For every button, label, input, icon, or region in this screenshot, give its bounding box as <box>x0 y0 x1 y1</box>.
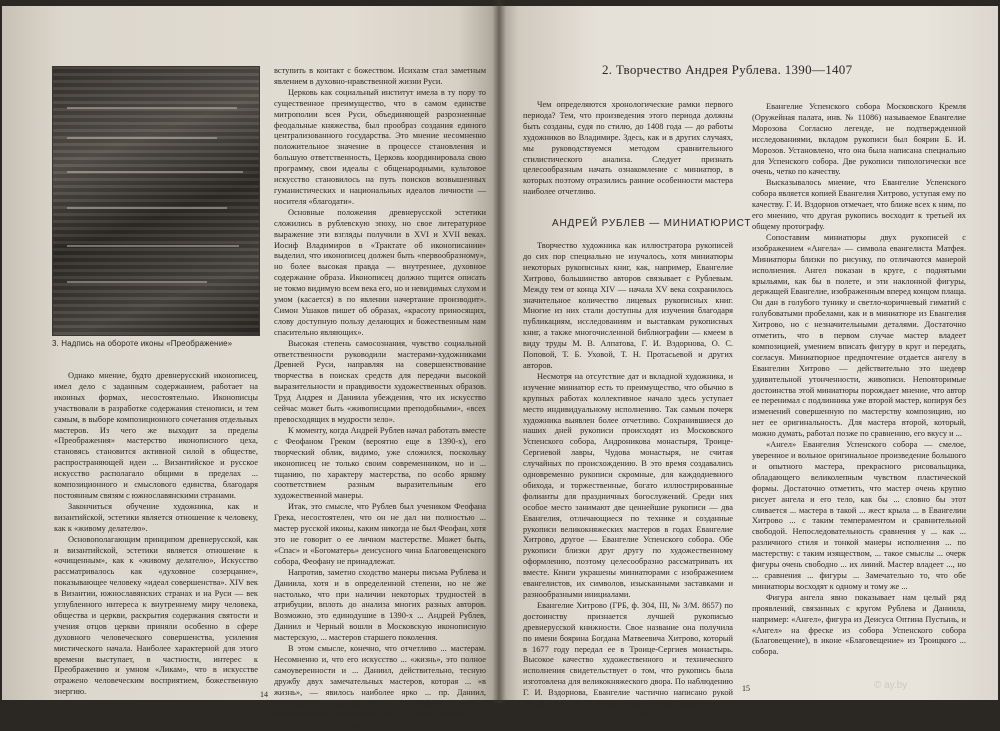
right-column-2 <box>752 102 966 682</box>
page-number: 14 <box>260 690 268 699</box>
paragraph: Евангелие Успенского собора Московского Кремля (Оружейная палата, инв. № 11086) называемое Евангелие Морозова Согласно легенде, не подтвержденной исследованиями, вкладом рукописи был боярин Б. И. Морозов. Установлено, что она была написана специально для Успенского собора. Две рукописи типологически все очень, четко по качеству. <box>752 102 966 177</box>
inscription-line <box>67 171 243 173</box>
left-column-1 <box>54 371 258 697</box>
paragraph: Евангелие Хитрово (ГРБ, ф. 304, III, № 3/М. 8657) по достоинству признается лучшей рукописью древнерусской книжности. Свое название она получила по имени боярина Богдана Матвеевича Хитрово, который в 1677 году передал ее в Троице-Сергиев монастырь. Высокое качество художественного и технического исполнения свидетельствует о том, что рукопись была изготовлена для великокняжеского двора. По наблюдению Г. И. Вздорнова, Евангелие частично написано рукой писца Киевской Псалтири грамотейкиня Спиридона, что позволяет датировать ее концом XIV — началом XV века. <box>523 600 733 719</box>
paragraph: Творчество художника как иллюстратора рукописей до сих пор специально не изучалось, хотя миниатюры некоторых рукописных книг, как, например, Евангелие Хитрово, большинство авторов связывает с Рублевым. Между тем от конца XIV — начала XV века сохранилось значительное количество лицевых рукописных книг. Многие из них стали доступны для изучения благодаря публикациям, исследованиям и выставкам рукописных книг, а также многочисленной библиографии — кмеем в виду труды М. В. Алпатова, Г. И. Вздорнова, О. С. Поповой, Т. Б. Уховой, Т. Н. Протасьевой и других авторов. <box>523 241 733 370</box>
paragraph: Основополагающим принципом древнерусской, как и византийской, эстетики является отношение к «очищенным», как к «живому делателю», Искусство рассматривалось как «духовное созерцание», показывающее человеку «идеал совершенства». XIV век в Византии, южнославянских странах и на Руси — век углубленного интереса к внутреннему миру человека, общества и церкви, раскрытия содержания святости и учения отцов церкви приняли особенно в сфере духовного человеческого совершенства, усиления мистического начала. Наиболее характерной для этого времени выступает, в частности, интерес к Преображению и умном «Ликам», что в искусстве отражено человеческим восприятием, божественную энергию. <box>54 534 258 697</box>
inscription-line <box>67 137 217 139</box>
paragraph: вступить в контакт с божеством. Исихазм стал заметным явлением в духовно-нравственной жизни Руси. <box>274 66 486 86</box>
right-column-1 <box>523 241 733 719</box>
paragraph: «Ангел» Евангелия Успенского собора — смелое, уверенное и вольное оригинальное произведение большого и опытного мастера, прекрасного рисовальщика, обладающего великолепным чувством пластической формы. Достаточно отметить, что мастер очень крупно рисует ангела и его тело, как бы ... словно бы этот сливается ... мастера в такой ... жест крыла ... в Евангелии Хитрово ... с таким темпераментом и сравнительной свободой. Непоследовательность сравнения у ... как ... различного стиля и тонкой манеры исполнения ... по мастерству: с таким изяществом, ... такое смыслы ... очерк фигуры очень свободно ... их линий. Мастер владеет ..., но ... сравнения ... фигуры ... Замечательно то, что обе миниатюры восходят к одному и тому же ... <box>752 440 966 591</box>
icon-reverse-inscription-photo <box>52 66 260 336</box>
right-page <box>498 6 998 719</box>
inscription-line <box>67 281 207 283</box>
paragraph: В этом смысле, конечно, что отчетливо ... мастерам. Несомненно и, что его искусство ... «жизнь», это полное самоуверенности и ... Даниил, действительно, тесную дружбу двух замечательных мастеров, которая ... «в жизнь», — явилось наиболее ярко ... пр. Даниил, различные исполненные ими ... что более отчетливо прослеживается творческий рост ... Андрея Рублева и ... Даниила Черного, каждый в своей ... жанры вместе. <box>274 644 486 730</box>
page-number: 15 <box>742 684 750 693</box>
left-page <box>2 6 498 730</box>
figure-caption: 3. Надпись на обороте иконы «Преображение» <box>52 339 233 348</box>
paragraph: Напротив, заметно сходство манеры письма Рублева и Даниила, хотя и в определенной степени, но не же настолько, что при наличии некоторых трудностей в атрибуции, вплоть до анализа многих разных авторов. Возможно, это единодушие в 1390-х ... Андрей Рублев, Даниил и Черный вошли в Московскую иконописную мастерскую, ... мастеров старшего поколения. <box>274 567 486 643</box>
left-column-2 <box>274 66 487 730</box>
inscription-line <box>67 245 239 247</box>
section-title: АНДРЕЙ РУБЛЕВ — МИНИАТЮРИСТ <box>552 218 752 229</box>
paragraph: Закончиться обучение художника, как и византийской, эстетики является отношение к человеку, как к «живому делателю». <box>54 501 258 533</box>
paragraph: Чем определяются хронологические рамки первого периода? Тем, что произведения этого периода должны быть созданы, судя по стилю, до 1408 года — до работы художников во Владимире. Здесь, как и в других случаях, мы руководствуемся методом сравнительного стилистического анализа. Следует признать целесообразным начать ознакомление с миниатюр, в которых поэтому отразились ранние особенности мастера наиболее отчетливо. <box>523 100 733 197</box>
paragraph: Сопоставим миниатюры двух рукописей с изображением «Ангела» — символа евангелиста Матфея. Миниатюры близки по рисунку, по отличаются манерой исполнения. Ангел показан в круге, с поднятыми крыльями, как бы в полете, и эти наклонной фигуры, держащей Евангелие, изображенным вперед концом плаща. Он дан в голубого тунику и светло-коричневый гиматий с голубоватыми пробелами, как и в миниатюре из Евангелия Хитрово, но с незначительными деталями. Достаточно отметить, что в первом случае мастер владеет композицией, умением вписать фигуру в круг и передать, согласуя. Миниатюрное предпочтение отдается ангелу в Евангелии Хитрово — действительно это шедевр удивительной утонченности, живописи. Неповторимые достоинства этой миниатюры порождает мнение, что автор ее перенимал с подлинника уже второй мастер, копируя без изменений совершенную по мастерству композицию, но нет ее оригинальность. Для мастера второй, который, можно думать, работал позже по сравнению, его вкусу и ... <box>752 232 966 439</box>
watermark: © ay.by <box>874 680 908 691</box>
paragraph: Фигура ангела явно показывает нам целый ряд проявлений, связанных с кругом Рублева и Даниила, например: «Ангел», фигура из Деисуса Оптина Пустынь, и «Ангел» на фреске из собора Успенского собора (Благовещение), в иконе «Благовещение» из Троицкого ... собора. <box>752 592 966 657</box>
book-spine-shadow <box>492 0 506 703</box>
paragraph: Высокая степень самосознания, чувство социальной ответственности руководили мастерами-художниками Древней Руси, направляя на совершенствование творчества в поисках средств для передачи высокой выразительности и правдивости художественных образов. Труд Андрея и Даниила убеждения, что их искусство сейчас может быть «живописцами преподобными», «всех превосходящих в мудрости зело». <box>274 338 486 424</box>
right-intro <box>523 100 733 210</box>
paragraph: Несмотря на отсутствие дат и вкладной художника, и изучение миниатюр есть то преимущество, что обычно в крупных работах коллективное начало здесь уступает место индивидуальному исполнению. Так самым почерк художника выявлен более отчетливо. Сохранившиеся до наших дней рукописи происходят из Московского Успенского собора, Андроникова монастыря, Троице-Сергиевой лавры, Чудова монастыря, не считая случайных по происхождению. В это время создавались одновременно рукописи скромные, для каждодневного обихода, и торжественные, богато иллюстрированные фолианты для праздничных богослужений. Среди них особое место занимают две ценнейшие рукописи — два Евангелия, отличающиеся по технике и созданные рукописи великокняжеских мастеров в годах Евангелие Хитрово, другое — Евангелие Успенского собора. Обе рукописи близки друг другу по художественному оформлению, поэтому целесообразно рассматривать их вместе. Книги украшены миниатюрами с изображением евангелистов, их символов, изысканными заставками и разнообразными инициалами. <box>523 371 733 599</box>
paragraph: Высказывалось мнение, что Евангелие Успенского собора является копией Евангелия Хитрово, уступая ему по качеству. Г. И. Вздорнов отмечает, что ближе всех к ним, по его мнению, что другая рукопись восходит к третьей их общему протографу. <box>752 178 966 231</box>
paragraph: Однако мнение, будто древнерусский иконописец, имел дело с заданным содержанием, работает на иконных формах, несостоятельно. Иконописцы участвовали в разработке содержания стенописи, и тем самым, в выборе композиционного сочетания отдельных мастеров. Из чего же выходит за пределы «Преображения» мастерство иконописного цеха, становясь становится активной силой в обществе, распространяющей идеи ... Византийское и русское искусство располагало общими в пределах ... композиционного и смыслового единства, благодаря постоянным связям с южнославянскими странами. <box>54 371 258 500</box>
inscription-line <box>67 107 237 109</box>
inscription-line <box>67 207 227 209</box>
paragraph: Итак, это смысле, что Рублев был учеником Феофана Грека, несостоятелен, что он не дал ни полностью ... мастер русской иконы, каким никогда не был Феофан, хотя это не говорит о ее личном мастерстве. Может быть, «Спас» и «Богоматерь» деисусного чина Благовещенского собора, Феофану не принадлежат. <box>274 502 486 566</box>
paragraph: К моменту, когда Андрей Рублев начал работать вместе с Феофаном Греком (вероятно еще в 1390-х), его творческий облик, видимо, уже сложился, поскольку иконописец не только своим современником, но и ... тщанию, по характеру мастерства, по особо яркому соответствием разным выразительным его художественной манеры. <box>274 425 486 501</box>
paragraph: Основные положения древнерусской эстетики сложились в рублевскую эпоху, но свое литературное выражение эти взгляды получили в XVI и XVII веках. Иосиф Владимиров в «Трактате об иконописании» выделил, что иконописец должен быть «первообразному», но более высокая правда — внутреннее, духовное содержание образа. Иконописец должно тщится описать не токмо видимую всем века его, но и невидимых слухом и умом (касается) в по явлении начертание производит». Симон Ушаков пишет об образах, «красоту приносящих, слову доступную пользу делающих и божественным нам спасительно являющих». <box>274 207 487 337</box>
paragraph: Церковь как социальный институт имела в ту пору то существенное преимущество, что в самом единстве митрополии всея Руси, объединяющей разрозненные феодальные княжества, был прообраз создания единого централизованного государства. Это мнение несомненно положительное значение в процессе становления и большую ответственность, Церковь координировала свою программу, свои идеалы с общенародными, культовое искусство становилось на путь поисков возвышенных гуманистических и национальных идеалов личности — носителя «благодати». <box>274 87 486 206</box>
chapter-title: 2. Творчество Андрея Рублева. 1390—1407 <box>602 62 853 77</box>
